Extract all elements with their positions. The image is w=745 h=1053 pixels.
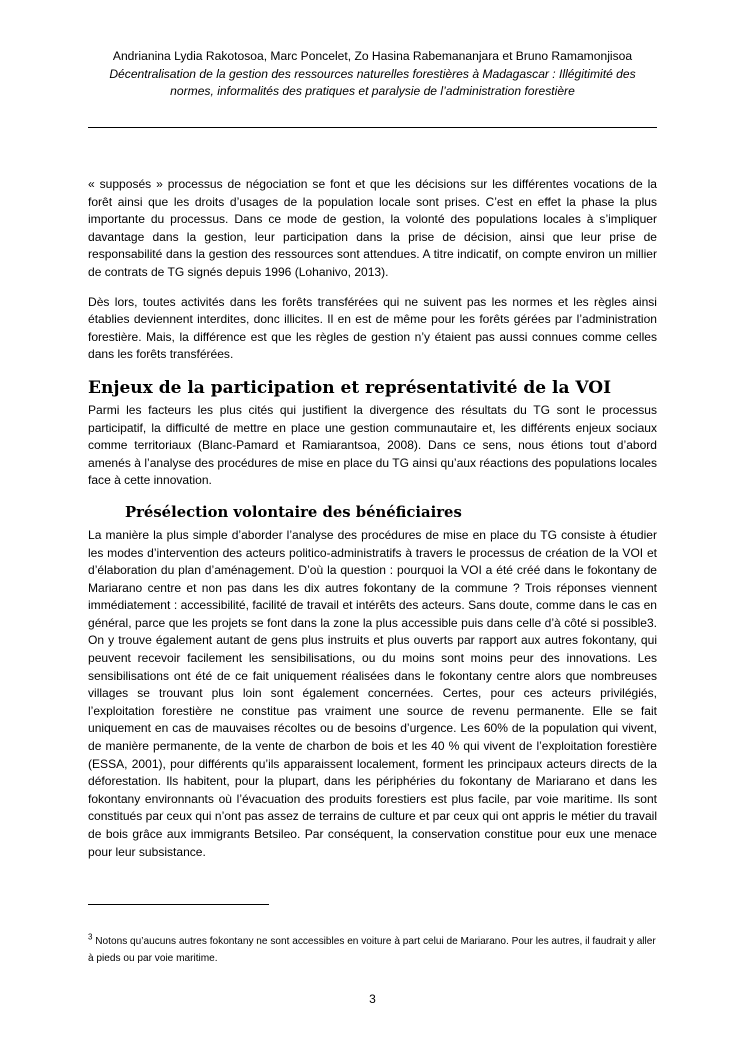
paragraph-4 bbox=[88, 527, 657, 861]
subsection-heading: Présélection volontaire des bénéficiaires bbox=[125, 503, 462, 521]
footnote bbox=[88, 934, 657, 967]
header-divider bbox=[88, 127, 657, 128]
footnote-text: Notons qu’aucuns autres fokontany ne sont accessibles en voiture à part celui de Mariarano. Pour les autres, il faudrait y aller à pieds ou par voie maritime. bbox=[88, 936, 656, 964]
paragraph-4-part-a: La manière la plus simple d’aborder l’analyse des procédures de mise en place du TG consiste à étudier les modes d’intervention des acteurs politico-administratifs à travers le processus de création de la VOI et d’élaboration du plan d’aménagement. D’où la question : pourquoi la VOI a été créé dans le fokontany de Mariarano centre et non pas dans les dix autres fokontany de la commune ? Trois réponses viennent immédiatement : accessibilité, facilité de travail et intérêts des acteurs. Sans doute, comme dans le cas en général, parce que les projets se font dans la zone la plus accessible puis dans celle d’à côté si possible3. bbox=[88, 527, 657, 630]
paragraph-3: Parmi les facteurs les plus cités qui justifient la divergence des résultats du TG sont le processus participatif, la difficulté de mettre en place une gestion communautaire et, les différents enjeux sociaux comme territoriaux (Blanc-Pamard et Ramiarantsoa, 2008). Dans ce sens, nous étions tout d’abord amenés à l’analyse des procédures de mise en place du TG ainsi qu’aux réactions des populations locales face à cette innovation. bbox=[88, 402, 657, 488]
header-authors: Andrianina Lydia Rakotosoa, Marc Poncelet, Zo Hasina Rabemananjara et Bruno Ramamonjisoa bbox=[112, 49, 633, 63]
paragraph-4-part-b: On y trouve également autant de gens plus instruits et plus ouverts par rapport aux autres fokontany, qui peuvent recevoir facilement les sensibilisations, ou du moins sont moins peur des innovations. Les sensibilisations ont été de ce fait uniquement réalisées dans le fokontany centre alors que nombreuses villages se trouvant plus loin sont également concernées. Certes, pour ces acteurs privilégiés, l’exploitation forestière ne constitue pas vraiment une source de revenu permanente. Elle se fait uniquement en cas de mauvaises récoltes ou de besoins d’urgence. Les 60% de la population qui vivent, de manière permanente, de la vente de charbon de bois et les 40 % qui vivent de l’exploitation forestière (ESSA, 2001), pour différents qu’ils apparaissent localement, forment les principaux acteurs directs de la déforestation. Ils habitent, pour la plupart, dans les périphéries du fokontany de Mariarano et dans les fokontany environnants où l’évacuation des produits forestiers est plus facile, par voie maritime. Ils sont constitués par ceux qui n’ont pas assez de terrains de culture et par ceux qui ont appris le métier du travail de bois grâce aux immigrants Betsileo. Par conséquent, la conservation constitue pour eux une menace pour leur subsistance. bbox=[88, 633, 657, 859]
running-header bbox=[88, 48, 657, 101]
paragraph-2: Dès lors, toutes activités dans les forêts transférées qui ne suivent pas les normes et les règles ainsi établies deviennent interdites, donc illicites. Il en est de même pour les forêts gérées par l’administration forestière. Mais, la différence est que les règles de gestion n’y étaient pas aussi connues comme celles dans les forêts transférées. bbox=[88, 294, 657, 362]
paragraph-1: « supposés » processus de négociation se font et que les décisions sur les différentes vocations de la forêt ainsi que les droits d’usages de la population locale sont prises. C’est en effet la phase la plus importante du processus. Dans ce mode de gestion, la volonté des populations locales à s’impliquer davantage dans la gestion, leur participation dans la prise de décision, ainsi que leur prise de responsabilité dans la gestion des ressources sont attendues. A titre indicatif, on compte environ un millier de contrats de TG signés depuis 1996 (Lohanivo, 2013). bbox=[88, 177, 657, 279]
page-number: 3 bbox=[369, 992, 376, 1006]
main-body bbox=[88, 176, 657, 861]
section-heading: Enjeux de la participation et représentativité de la VOI bbox=[88, 377, 612, 398]
footnote-marker: 3 bbox=[88, 932, 93, 942]
header-title: Décentralisation de la gestion des ressources naturelles forestières à Madagascar : Illégitimité des normes, informalités des pratiques et paralysie de l’administration forestière bbox=[109, 66, 636, 98]
footnote-divider bbox=[88, 904, 269, 905]
